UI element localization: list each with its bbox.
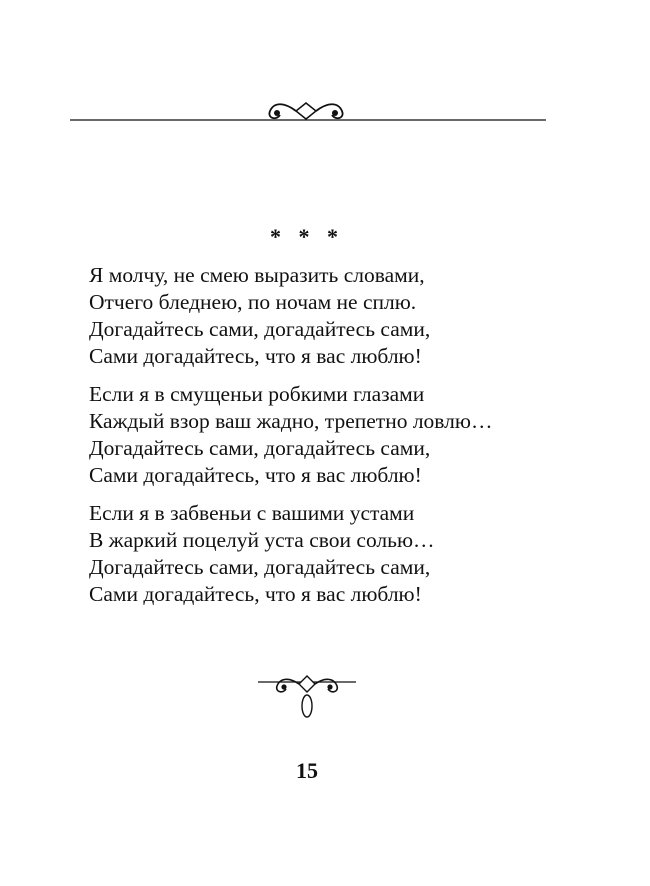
page-number: 15 xyxy=(296,758,318,783)
poem-line: Каждый взор ваш жадно, трепетно ловлю… xyxy=(89,409,493,433)
stanza xyxy=(89,381,609,489)
stanza xyxy=(89,262,609,370)
poem-line: Я молчу, не смею выразить словами, xyxy=(89,263,425,287)
poem-line: Сами догадайтесь, что я вас люблю! xyxy=(89,344,422,368)
poem-line: Сами догадайтесь, что я вас люблю! xyxy=(89,463,422,487)
footer-ornament xyxy=(256,672,358,722)
poem-line: Сами догадайтесь, что я вас люблю! xyxy=(89,582,422,606)
poem-line: Догадайтесь сами, догадайтесь сами, xyxy=(89,317,431,341)
poem-line: В жаркий поцелуй уста свои солью… xyxy=(89,528,435,552)
section-marker: * * * xyxy=(270,224,344,249)
poem-line: Отчего бледнею, по ночам не сплю. xyxy=(89,290,417,314)
poem xyxy=(89,262,609,619)
header-ornament-divider xyxy=(70,98,546,126)
stanza xyxy=(89,500,609,608)
poem-line: Если я в забвеньи с вашими устами xyxy=(89,501,415,525)
poem-line: Если я в смущеньи робкими глазами xyxy=(89,382,425,406)
poem-line: Догадайтесь сами, догадайтесь сами, xyxy=(89,436,431,460)
poem-line: Догадайтесь сами, догадайтесь сами, xyxy=(89,555,431,579)
